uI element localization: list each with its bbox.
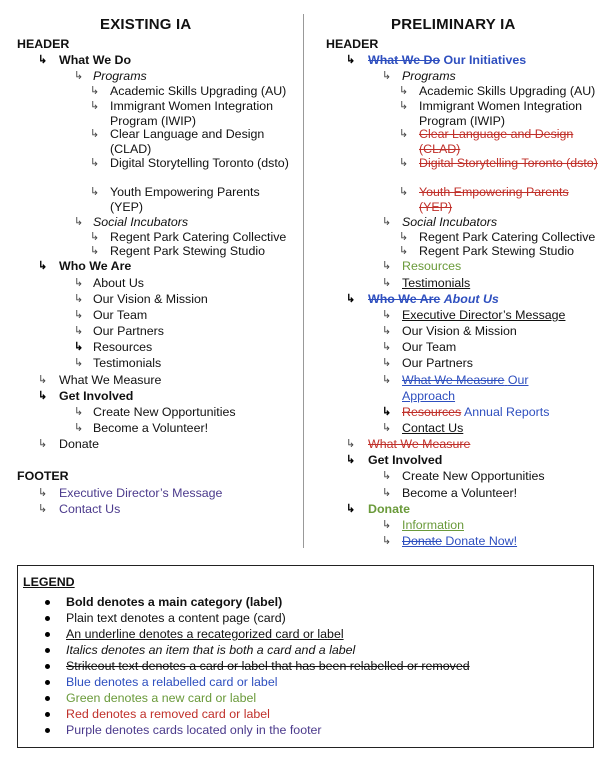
preliminary-create-opps: Create New Opportunities — [402, 469, 545, 483]
existing-footer-label: FOOTER — [17, 469, 69, 483]
legend-blue: Blue denotes a relabelled card or label — [66, 675, 278, 689]
corner-arrow-icon: ↳ — [38, 54, 48, 66]
corner-arrow-icon: ↳ — [382, 422, 392, 434]
existing-what-we-do: What We Do — [59, 53, 132, 67]
legend-red: Red denotes a removed card or label — [66, 707, 270, 721]
corner-arrow-icon: ↳ — [382, 260, 392, 272]
donate-struck: Donate — [402, 534, 442, 548]
preliminary-get-involved: Get Involved — [368, 453, 443, 467]
corner-arrow-icon: ↳ — [74, 277, 84, 289]
existing-resources: Resources — [93, 340, 153, 354]
existing-prog-yep: Youth Empowering Parents (YEP) — [110, 185, 260, 214]
preliminary-vision: Our Vision & Mission — [402, 324, 517, 338]
corner-arrow-icon: ↳ — [90, 157, 100, 169]
preliminary-inc-catering: Regent Park Catering Collective — [419, 230, 596, 244]
corner-arrow-icon: ↳ — [346, 454, 356, 466]
corner-arrow-icon: ↳ — [382, 470, 392, 482]
existing-prog-au: Academic Skills Upgrading (AU) — [110, 84, 287, 98]
corner-arrow-icon: ↳ — [382, 487, 392, 499]
corner-arrow-icon: ↳ — [346, 293, 356, 305]
corner-arrow-icon: ↳ — [399, 157, 409, 169]
bullet-icon — [45, 728, 50, 733]
preliminary-our-initiatives — [368, 53, 526, 68]
preliminary-annual-reports — [402, 405, 549, 420]
corner-arrow-icon: ↳ — [90, 85, 100, 97]
preliminary-volunteer: Become a Volunteer! — [402, 486, 518, 500]
legend-purple: Purple denotes cards located only in the footer — [66, 723, 322, 737]
footer-ed-message: Executive Director’s Message — [59, 486, 223, 500]
corner-arrow-icon: ↳ — [74, 422, 84, 434]
corner-arrow-icon: ↳ — [399, 85, 409, 97]
preliminary-about-us — [368, 292, 499, 307]
column-divider — [303, 14, 304, 548]
existing-testimonials: Testimonials — [93, 356, 162, 370]
preliminary-prog-yep-removed: Youth Empowering Parents (YEP) — [419, 185, 569, 214]
existing-ia-title: EXISTING IA — [100, 16, 192, 33]
existing-inc-stewing: Regent Park Stewing Studio — [110, 244, 265, 258]
corner-arrow-icon: ↳ — [399, 128, 409, 140]
corner-arrow-icon: ↳ — [382, 535, 392, 547]
existing-inc-catering: Regent Park Catering Collective — [110, 230, 287, 244]
corner-arrow-icon: ↳ — [399, 231, 409, 243]
corner-arrow-icon: ↳ — [382, 374, 392, 386]
annual-reports-label: Annual Reports — [464, 405, 550, 419]
bullet-icon — [45, 648, 50, 653]
existing-create-opps: Create New Opportunities — [93, 405, 236, 419]
existing-prog-dsto: Digital Storytelling Toronto (dsto) — [110, 156, 289, 170]
preliminary-resources-new: Resources — [402, 259, 462, 273]
corner-arrow-icon: ↳ — [90, 186, 100, 198]
bullet-icon — [45, 616, 50, 621]
legend-bold: Bold denotes a main category (label) — [66, 595, 283, 609]
existing-prog-iwip: Immigrant Women Integration Program (IWIP) — [110, 99, 273, 128]
footer-contact-us: Contact Us — [59, 502, 121, 516]
existing-partners: Our Partners — [93, 324, 164, 338]
preliminary-contact-us: Contact Us — [402, 421, 464, 435]
corner-arrow-icon: ↳ — [382, 519, 392, 531]
existing-programs: Programs — [93, 69, 147, 83]
corner-arrow-icon: ↳ — [38, 438, 48, 450]
existing-header-label: HEADER — [17, 37, 70, 51]
bullet-icon — [45, 696, 50, 701]
preliminary-prog-au: Academic Skills Upgrading (AU) — [419, 84, 596, 98]
existing-what-we-measure: What We Measure — [59, 373, 162, 387]
preliminary-programs: Programs — [402, 69, 456, 83]
preliminary-information: Information — [402, 518, 464, 532]
corner-arrow-icon: ↳ — [74, 293, 84, 305]
corner-arrow-icon: ↳ — [74, 216, 84, 228]
preliminary-prog-dsto-removed: Digital Storytelling Toronto (dsto) — [419, 156, 598, 170]
corner-arrow-icon: ↳ — [90, 100, 100, 112]
preliminary-measure-removed: What We Measure — [368, 437, 471, 451]
preliminary-approach-line: Approach — [402, 389, 456, 403]
corner-arrow-icon: ↳ — [382, 70, 392, 82]
preliminary-prog-clad-removed: Clear Language and Design (CLAD) — [419, 127, 574, 156]
legend-strikeout: Strikeout text denotes a card or label that has been relabelled or removed — [66, 659, 470, 673]
measure-struck: What We Measure — [402, 373, 505, 387]
corner-arrow-icon: ↳ — [346, 54, 356, 66]
legend-italics: Italics denotes an item that is both a card and a label — [66, 643, 356, 657]
corner-arrow-icon: ↳ — [382, 216, 392, 228]
bullet-icon — [45, 664, 50, 669]
corner-arrow-icon: ↳ — [382, 341, 392, 353]
corner-arrow-icon: ↳ — [90, 128, 100, 140]
what-we-do-struck: What We Do — [368, 53, 441, 67]
our-initiatives-label: Our Initiatives — [443, 53, 527, 67]
corner-arrow-icon: ↳ — [399, 186, 409, 198]
about-us-label: About Us — [443, 292, 499, 306]
legend-underline: An underline denotes a recategorized card or label — [66, 627, 344, 641]
corner-arrow-icon: ↳ — [38, 503, 48, 515]
legend-title: LEGEND — [23, 575, 75, 589]
preliminary-ed-message: Executive Director’s Message — [402, 308, 566, 322]
our-label: Our — [507, 373, 529, 387]
existing-who-we-are: Who We Are — [59, 259, 132, 273]
corner-arrow-icon: ↳ — [382, 357, 392, 369]
corner-arrow-icon: ↳ — [74, 406, 84, 418]
preliminary-social-incubators: Social Incubators — [402, 215, 498, 229]
bullet-icon — [45, 600, 50, 605]
corner-arrow-icon: ↳ — [382, 309, 392, 321]
bullet-icon — [45, 632, 50, 637]
preliminary-team: Our Team — [402, 340, 457, 354]
corner-arrow-icon: ↳ — [38, 374, 48, 386]
corner-arrow-icon: ↳ — [399, 100, 409, 112]
corner-arrow-icon: ↳ — [38, 487, 48, 499]
corner-arrow-icon: ↳ — [90, 245, 100, 257]
corner-arrow-icon: ↳ — [382, 406, 392, 418]
preliminary-ia-title: PRELIMINARY IA — [391, 16, 516, 33]
corner-arrow-icon: ↳ — [74, 341, 84, 353]
existing-prog-clad: Clear Language and Design (CLAD) — [110, 127, 265, 156]
existing-team: Our Team — [93, 308, 148, 322]
donate-now-label: Donate Now! — [445, 534, 518, 548]
preliminary-our-approach — [402, 373, 528, 388]
corner-arrow-icon: ↳ — [74, 309, 84, 321]
preliminary-header-label: HEADER — [326, 37, 379, 51]
who-we-are-struck: Who We Are — [368, 292, 441, 306]
corner-arrow-icon: ↳ — [74, 357, 84, 369]
preliminary-testimonials: Testimonials — [402, 276, 471, 290]
resources-struck: Resources — [402, 405, 462, 419]
corner-arrow-icon: ↳ — [74, 325, 84, 337]
preliminary-donate: Donate — [368, 502, 410, 516]
existing-get-involved: Get Involved — [59, 389, 134, 403]
existing-donate: Donate — [59, 437, 99, 451]
bullet-icon — [45, 712, 50, 717]
preliminary-partners: Our Partners — [402, 356, 473, 370]
corner-arrow-icon: ↳ — [346, 438, 356, 450]
existing-about-us: About Us — [93, 276, 144, 290]
corner-arrow-icon: ↳ — [90, 231, 100, 243]
corner-arrow-icon: ↳ — [382, 277, 392, 289]
preliminary-prog-iwip: Immigrant Women Integration Program (IWIP) — [419, 99, 582, 128]
corner-arrow-icon: ↳ — [38, 260, 48, 272]
corner-arrow-icon: ↳ — [399, 245, 409, 257]
existing-social-incubators: Social Incubators — [93, 215, 189, 229]
existing-volunteer: Become a Volunteer! — [93, 421, 209, 435]
corner-arrow-icon: ↳ — [382, 325, 392, 337]
bullet-icon — [45, 680, 50, 685]
preliminary-donate-now — [402, 534, 517, 549]
legend-green: Green denotes a new card or label — [66, 691, 257, 705]
existing-vision: Our Vision & Mission — [93, 292, 208, 306]
preliminary-inc-stewing: Regent Park Stewing Studio — [419, 244, 574, 258]
legend-plain: Plain text denotes a content page (card) — [66, 611, 286, 625]
corner-arrow-icon: ↳ — [346, 503, 356, 515]
legend-box — [17, 565, 594, 748]
corner-arrow-icon: ↳ — [38, 390, 48, 402]
corner-arrow-icon: ↳ — [74, 70, 84, 82]
